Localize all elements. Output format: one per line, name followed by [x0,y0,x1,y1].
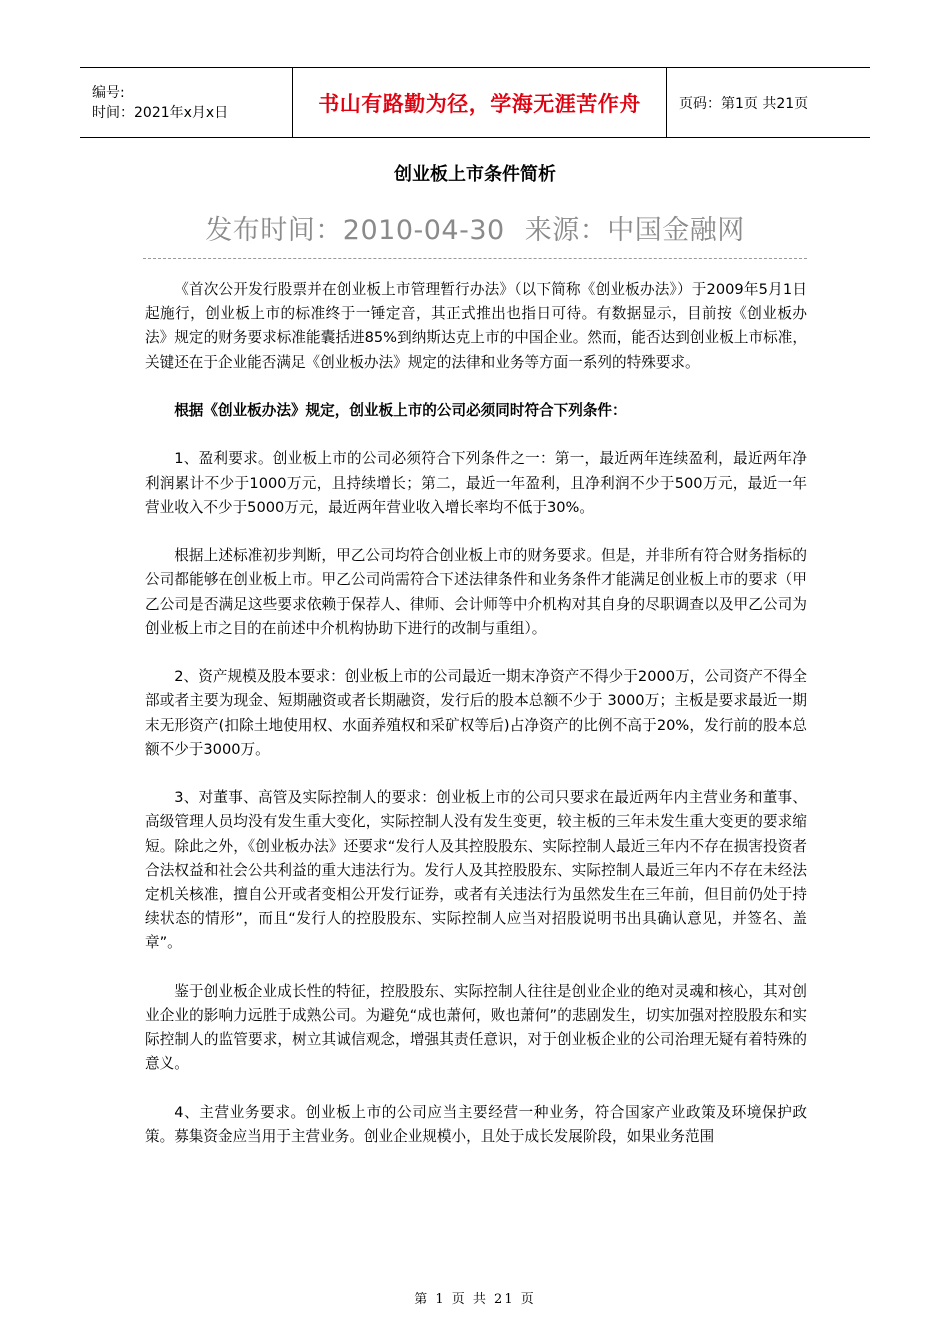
code-label: 编号: [92,84,125,101]
paragraph-preliminary-judgement: 根据上述标准初步判断，甲乙公司均符合创业板上市的财务要求。但是，并非所有符合财务指标的公司都能够在创业板上市。甲乙公司尚需符合下述法律条件和业务条件才能满足创业板上市的要求（甲乙公司是否满足这些要求依赖于保荐人、律师、会计师等中介机构对其自身的尽职调查以及甲乙公司为创业板上市之目的在前述中介机构协助下进行的改制与重组）。 [145,547,807,637]
dashed-divider [143,258,807,259]
publish-time: 发布时间：2010-04-30 [205,215,505,246]
paragraph-main-business: 4、主营业务要求。创业板上市的公司应当主要经营一种业务，符合国家产业政策及环境保护政策。募集资金应当用于主营业务。创业企业规模小，且处于成长发展阶段，如果业务范围 [145,1103,807,1145]
page-footer: 第 1 页 共 21 页 [414,1292,536,1307]
publish-meta [0,208,950,247]
page-info: 页码：第1页 共21页 [679,95,809,112]
time-label: 时间：2021年x月x日 [92,104,229,121]
paragraph-controller-oversight: 鉴于创业板企业成长性的特征，控股股东、实际控制人往往是创业企业的绝对灵魂和核心，其对创业企业的影响力远胜于成熟公司。为避免“成也萧何，败也萧何”的悲剧发生，切实加强对控股股东和实际控制人的监管要求，树立其诚信观念，增强其责任意识，对于创业板企业的公司治理无疑有着特殊的意义。 [145,982,807,1073]
paragraph-conditions-heading: 根据《创业板办法》规定，创业板上市的公司必须同时符合下列条件： [174,402,627,419]
article-body [145,278,807,1173]
header-left-cell [80,68,292,137]
paragraph-management-requirement: 3、对董事、高管及实际控制人的要求：创业板上市的公司只要求在最近两年内主营业务和董事、高级管理人员均没有发生重大变化，实际控制人没有发生变更，较主板的三年未发生重大变更的要求缩短。除此之外，《创业板办法》还要求“发行人及其控股股东、实际控制人最近三年内不存在损害投资者合法权益和社会公共利益的重大违法行为。发行人及其控股股东、实际控制人最近三年内不存在未经法定机关核准，擅自公开或者变相公开发行证券，或者有关违法行为虽然发生在三年前，但目前仍处于持续状态的情形”，而且“发行人的控股股东、实际控制人应当对招股说明书出具确认意见，并签名、盖章”。 [145,789,807,952]
paragraph-intro: 《首次公开发行股票并在创业板上市管理暂行办法》（以下简称《创业板办法》）于2009年5月1日起施行，创业板上市的标准终于一锤定音，其正式推出也指日可待。有数据显示，目前按《创业板办法》规定的财务要求标准能囊括进85%到纳斯达克上市的中国企业。然而，能否达到创业板上市标准，关键还在于企业能否满足《创业板办法》规定的法律和业务等方面一系列的特殊要求。 [145,281,807,371]
paragraph-profit-requirement: 1、盈利要求。创业板上市的公司必须符合下列条件之一：第一，最近两年连续盈利，最近两年净利润累计不少于1000万元，且持续增长；第二，最近一年盈利，且净利润不少于500万元，最近一年营业收入不少于5000万元，最近两年营业收入增长率均不低于30%。 [145,450,807,516]
document-header [80,67,870,138]
motto: 书山有路勤为径，学海无涯苦作舟 [292,68,667,137]
paragraph-asset-requirement: 2、资产规模及股本要求：创业板上市的公司最近一期末净资产不得少于2000万，公司资产不得全部或者主要为现金、短期融资或者长期融资，发行后的股本总额不少于 3000万；主板是要求最近一期末无形资产(扣除土地使用权、水面养殖权和采矿权等后)占净资产的比例不高于20%，发行前的股本总额不少于3000万。 [145,668,807,758]
publish-source: 来源：中国金融网 [524,215,745,246]
document-title: 创业板上市条件简析 [394,164,556,185]
